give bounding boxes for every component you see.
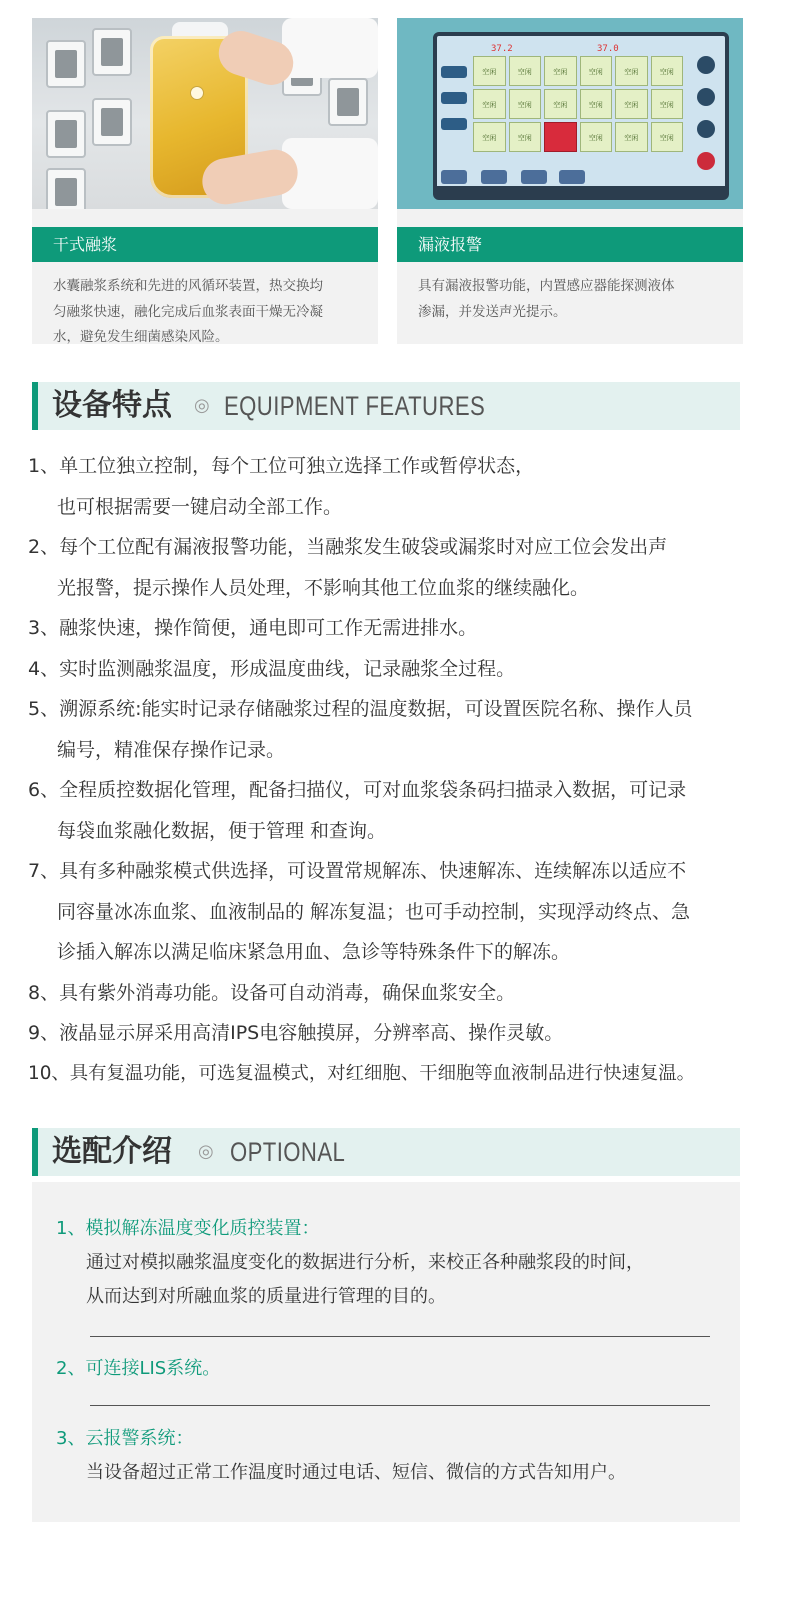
station-cell: 空闲 [615, 56, 648, 86]
desc-line: 匀融浆快速，融化完成后血浆表面干燥无冷凝 [53, 303, 323, 320]
bag-label-dot [190, 86, 204, 100]
feature-line: 2、每个工位配有漏液报警功能，当融浆发生破袋或漏浆时对应工位会发出声 [28, 536, 668, 558]
feature-line: 1、单工位独立控制，每个工位可独立选择工作或暂停状态， [28, 455, 535, 477]
feature-line: 6、全程质控数据化管理，配备扫描仪，可对血浆袋条码扫描录入数据，可记录 [28, 779, 687, 801]
station-cell: 空闲 [473, 122, 506, 152]
optional-item [56, 1422, 626, 1490]
tray-slot [92, 28, 132, 76]
feature-line: 也可根据需要一键启动全部工作。 [57, 495, 343, 518]
screen-temp-left: 37.2 [491, 44, 513, 54]
plasma-bag-photo [32, 18, 378, 209]
section-title-en: EQUIPMENT FEATURES [224, 391, 486, 421]
station-cell: 空闲 [651, 56, 684, 86]
feature-line: 每袋血浆融化数据，便于管理 和查询。 [57, 819, 387, 842]
station-cell: 空闲 [509, 56, 542, 86]
station-cell: 空闲 [615, 122, 648, 152]
feature-card-leak-alarm [397, 18, 743, 344]
feature-list [28, 446, 788, 1094]
card-title: 漏液报警 [397, 227, 743, 262]
optional-item-title: 1、模拟解冻温度变化质控装置： [56, 1218, 320, 1239]
feature-card-dry-thaw [32, 18, 378, 344]
optional-item-text: 当设备超过正常工作温度时通过电话、短信、微信的方式告知用户。 [86, 1462, 626, 1483]
feature-line: 5、溯源系统:能实时记录存储融浆过程的温度数据，可设置医院名称、操作人员 [28, 698, 693, 720]
station-cell: 空闲 [580, 89, 613, 119]
feature-line: 4、实时监测融浆温度，形成温度曲线，记录融浆全过程。 [28, 657, 516, 680]
divider [90, 1405, 710, 1406]
feature-line: 10、具有复温功能，可选复温模式，对红细胞、干细胞等血液制品进行快速复温。 [28, 1062, 696, 1084]
touch-screen-photo [397, 18, 743, 209]
desc-line: 水囊融浆系统和先进的风循环装置，热交换均 [53, 278, 323, 294]
station-cell: 空闲 [651, 89, 684, 119]
sleeve [282, 18, 378, 78]
station-cell: 空闲 [544, 89, 577, 119]
optional-item [56, 1212, 644, 1314]
desc-line: 具有漏液报警功能，内置感应器能探测液体 [418, 278, 675, 294]
optional-item-text: 通过对模拟融浆温度变化的数据进行分析，来校正各种融浆段的时间， [86, 1252, 644, 1273]
screen-side-button [441, 118, 467, 130]
feature-line: 诊插入解冻以满足临床紧急用血、急诊等特殊条件下的解冻。 [57, 941, 571, 963]
card-title: 干式融浆 [32, 227, 378, 262]
feature-line: 8、具有紫外消毒功能。设备可自动消毒，确保血浆安全。 [28, 981, 516, 1004]
feature-line: 编号，精准保存操作记录。 [57, 738, 286, 761]
tray-slot [328, 78, 368, 126]
section-title-cn: 设备特点 [52, 388, 172, 423]
screen-bottom-button [481, 170, 507, 184]
screen-side-button [441, 92, 467, 104]
feature-line: 光报警，提示操作人员处理，不影响其他工位血浆的继续融化。 [57, 576, 590, 599]
station-cell: 空闲 [580, 56, 613, 86]
feature-line: 同容量冰冻血浆、血液制品的 解冻复温；也可手动控制，实现浮动终点、急 [57, 900, 691, 923]
circle-mark-icon: ◎ [198, 1141, 214, 1162]
station-cell: 空闲 [544, 56, 577, 86]
station-grid [473, 56, 683, 152]
station-cell: 空闲 [615, 89, 648, 119]
screen-bottom-button [559, 170, 585, 184]
feature-line: 9、液晶显示屏采用高清IPS电容触摸屏，分辨率高、操作灵敏。 [28, 1022, 564, 1044]
divider [90, 1336, 710, 1337]
station-cell: 空闲 [651, 122, 684, 152]
optional-item-title: 2、可连接LIS系统。 [56, 1358, 221, 1379]
desc-line: 渗漏，并发送声光提示。 [418, 303, 567, 320]
screen-round-icon [697, 120, 715, 138]
station-cell: 空闲 [509, 122, 542, 152]
station-cell-alarm [544, 122, 577, 152]
screen-bottom-button [441, 170, 467, 184]
station-cell: 空闲 [473, 89, 506, 119]
circle-mark-icon: ◎ [194, 395, 210, 416]
desc-line: 水，避免发生细菌感染风险。 [53, 329, 229, 345]
screen-footer-bar [437, 186, 725, 196]
feature-line: 7、具有多种融浆模式供选择，可设置常规解冻、快速解冻、连续解冻以适应不 [28, 860, 687, 882]
screen-temp-right: 37.0 [597, 44, 619, 54]
tray-slot [46, 110, 86, 158]
section-title-en: OPTIONAL [230, 1137, 346, 1167]
optional-item [56, 1352, 220, 1386]
touch-screen [433, 32, 729, 200]
screen-round-icon [697, 88, 715, 106]
optional-box [32, 1182, 740, 1522]
station-cell: 空闲 [473, 56, 506, 86]
help-icon [697, 152, 715, 170]
tray-slot [46, 40, 86, 88]
feature-line: 3、融浆快速，操作简便，通电即可工作无需进排水。 [28, 617, 478, 639]
screen-bottom-button [521, 170, 547, 184]
tray-slot [92, 98, 132, 146]
features-section-header [32, 382, 740, 430]
card-description [418, 274, 728, 325]
screen-round-icon [697, 56, 715, 74]
tray-slot [46, 168, 86, 209]
optional-item-title: 3、云报警系统： [56, 1428, 194, 1449]
section-title-cn: 选配介绍 [52, 1134, 172, 1169]
station-cell: 空闲 [509, 89, 542, 119]
card-description [53, 274, 363, 351]
screen-side-button [441, 66, 467, 78]
optional-item-text: 从而达到对所融血浆的质量进行管理的目的。 [86, 1286, 446, 1307]
optional-section-header [32, 1128, 740, 1176]
station-cell: 空闲 [580, 122, 613, 152]
